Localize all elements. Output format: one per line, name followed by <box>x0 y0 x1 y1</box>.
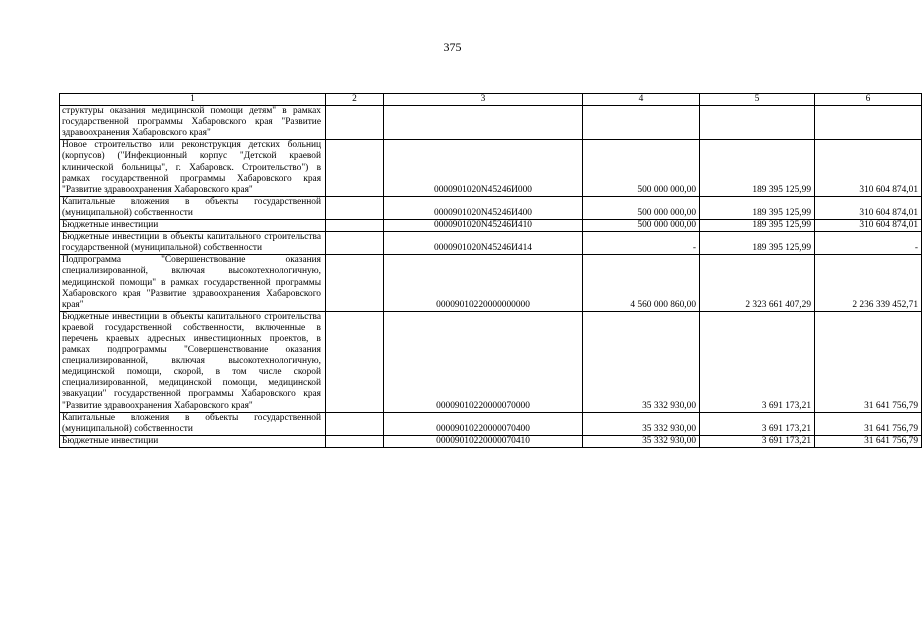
row-code: 00009010220000070410 <box>384 435 583 447</box>
row-name: Новое строительство или реконструкция детских больниц (корпусов) ("Инфекционный корпус "Детской краевой клинической больницы", г. Хабаровск. Строительство") в рамках государственной программы Хабаровского края "Развитие здравоохранения Хабаровского края" <box>60 140 326 196</box>
row-code: 0000901020N45246И000 <box>384 140 583 196</box>
column-header-4: 4 <box>583 94 700 106</box>
row-value-5: 189 395 125,99 <box>700 220 815 232</box>
row-col2 <box>326 232 384 255</box>
table-row <box>60 220 922 232</box>
row-col2 <box>326 140 384 196</box>
row-value-5 <box>700 106 815 140</box>
row-name: Бюджетные инвестиции <box>60 435 326 447</box>
row-value-4 <box>583 106 700 140</box>
row-value-4: 4 560 000 860,00 <box>583 255 700 311</box>
column-header-3: 3 <box>384 94 583 106</box>
row-code: 0000901020N45246И400 <box>384 196 583 219</box>
row-col2 <box>326 220 384 232</box>
row-value-5: 189 395 125,99 <box>700 232 815 255</box>
table-row <box>60 196 922 219</box>
row-code: 0000901020N45246И410 <box>384 220 583 232</box>
row-value-6: 31 641 756,79 <box>815 435 922 447</box>
row-col2 <box>326 412 384 435</box>
row-value-5: 3 691 173,21 <box>700 435 815 447</box>
row-value-6: 310 604 874,01 <box>815 220 922 232</box>
row-code: 00009010220000070400 <box>384 412 583 435</box>
row-value-5: 189 395 125,99 <box>700 196 815 219</box>
column-header-6: 6 <box>815 94 922 106</box>
row-value-4: 500 000 000,00 <box>583 196 700 219</box>
table-row <box>60 435 922 447</box>
row-value-6 <box>815 106 922 140</box>
row-value-6: 31 641 756,79 <box>815 412 922 435</box>
row-value-4: 35 332 930,00 <box>583 412 700 435</box>
table-row <box>60 140 922 196</box>
row-code: 00009010220000000000 <box>384 255 583 311</box>
row-name: Бюджетные инвестиции в объекты капитального строительства государственной (муниципальной) собственности <box>60 232 326 255</box>
column-header-2: 2 <box>326 94 384 106</box>
row-value-4: - <box>583 232 700 255</box>
table-row <box>60 311 922 412</box>
row-value-4: 35 332 930,00 <box>583 435 700 447</box>
row-col2 <box>326 196 384 219</box>
row-value-4: 35 332 930,00 <box>583 311 700 412</box>
row-col2 <box>326 255 384 311</box>
table-row <box>60 106 922 140</box>
row-name: Капитальные вложения в объекты государственной (муниципальной) собственности <box>60 412 326 435</box>
column-header-1: 1 <box>60 94 326 106</box>
table-row <box>60 255 922 311</box>
row-value-6: 31 641 756,79 <box>815 311 922 412</box>
row-col2 <box>326 435 384 447</box>
row-name: Подпрограмма "Совершенствование оказания специализированной, включая высокотехнологичную, медицинской помощи" в рамках государственной программы Хабаровского края "Развитие здравоохранения Хабаровского края" <box>60 255 326 311</box>
row-code: 00009010220000070000 <box>384 311 583 412</box>
row-value-5: 3 691 173,21 <box>700 412 815 435</box>
row-value-6: 310 604 874,01 <box>815 196 922 219</box>
table-row <box>60 232 922 255</box>
row-name: Бюджетные инвестиции <box>60 220 326 232</box>
table-row <box>60 412 922 435</box>
row-value-5: 189 395 125,99 <box>700 140 815 196</box>
row-value-4: 500 000 000,00 <box>583 140 700 196</box>
row-value-6: - <box>815 232 922 255</box>
row-col2 <box>326 106 384 140</box>
column-header-5: 5 <box>700 94 815 106</box>
row-value-5: 2 323 661 407,29 <box>700 255 815 311</box>
row-value-4: 500 000 000,00 <box>583 220 700 232</box>
row-name: Капитальные вложения в объекты государственной (муниципальной) собственности <box>60 196 326 219</box>
page-number: 375 <box>443 40 462 54</box>
row-col2 <box>326 311 384 412</box>
row-code: 0000901020N45246И414 <box>384 232 583 255</box>
row-name: структуры оказания медицинской помощи детям" в рамках государственной программы Хабаровского края "Развитие здравоохранения Хабаровского края" <box>60 106 326 140</box>
row-value-6: 2 236 339 452,71 <box>815 255 922 311</box>
table-header-row <box>60 94 922 106</box>
budget-table <box>59 93 922 448</box>
row-value-5: 3 691 173,21 <box>700 311 815 412</box>
row-value-6: 310 604 874,01 <box>815 140 922 196</box>
row-code <box>384 106 583 140</box>
row-name: Бюджетные инвестиции в объекты капитального строительства краевой государственной собственности, включенные в перечень краевых адресных инвестиционных проектов, в рамках подпрограммы "Совершенствование оказания специализированной, включая высокотехнологичную, медицинской помощи, скорой, в том числе скорой специализированной, медицинской помощи, медицинской эвакуации" государственной программы Хабаровского края "Развитие здравоохранения Хабаровского края" <box>60 311 326 412</box>
